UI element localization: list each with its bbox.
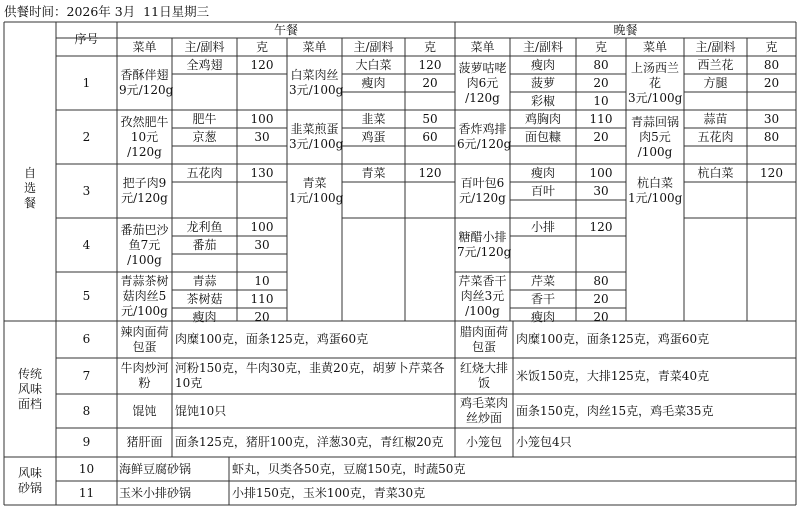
noodle-lunch-desc: 肉糜100克，面条125克，鸡蛋60克 [175,332,369,346]
dish-name: 芹菜香干 肉丝3元 /100g [458,274,507,318]
column-header-dish: 菜单 [470,39,495,54]
ingredient-name: 香干 [530,291,555,306]
row-number: 11 [78,485,95,500]
row-number: 1 [82,75,91,90]
row-number: 4 [82,237,91,252]
ingredient-name: 茶树菇 [186,291,223,306]
ingredient-name: 鸡蛋 [361,129,386,144]
ingredient-name: 方腿 [703,75,728,90]
ingredient-gram: 110 [589,111,613,126]
section-claypot: 风味 砂锅 [17,466,42,495]
ingredient-gram: 20 [763,75,780,90]
ingredient-gram: 20 [593,291,609,306]
noodle-lunch-dish: 猪肝面 [126,435,163,449]
column-header-gram: 克 [765,39,778,54]
column-header-ingredient: 主/副料 [184,39,225,54]
row-number: 7 [82,368,91,383]
ingredient-name: 小排 [530,219,555,234]
column-header-dish: 菜单 [302,39,327,54]
ingredient-gram: 80 [593,57,609,72]
column-header-gram: 克 [594,39,607,54]
row-number: 2 [82,129,91,144]
ingredient-name: 青菜 [361,165,386,180]
ingredient-gram: 20 [593,129,609,144]
ingredient-name: 百叶 [530,183,555,198]
ingredient-name: 芹菜 [530,273,555,288]
dish-name: 番茄巴沙 鱼7元 /100g [120,222,169,267]
claypot-desc: 虾丸，贝类各50克，豆腐150克，时蔬50克 [232,461,466,476]
ingredient-gram: 20 [593,309,609,324]
dish-name: 香酥伴翅 9元/120g [119,68,174,97]
noodle-lunch-desc: 面条125克，猪肝100克，洋葱30克，青红椒20克 [175,435,444,449]
ingredient-name: 肥牛 [192,111,217,126]
dish-name: 糖醋小排 7元/120g [457,230,512,259]
row-number: 10 [78,461,95,476]
noodle-dinner-dish: 腊肉面荷 包蛋 [459,324,508,354]
ingredient-name: 鸡胸肉 [524,111,561,126]
ingredient-gram: 120 [418,57,442,72]
noodle-dinner-dish: 小笼包 [465,435,502,449]
ingredient-gram: 120 [418,165,442,180]
dish-name: 青蒜回锅 肉5元 /100g [630,114,679,159]
dish-name: 杭白菜 1元/100g [628,176,683,205]
dish-name: 青蒜茶树 菇肉丝5 元/100g [120,274,169,318]
row-number: 9 [82,435,91,449]
column-header-ingredient: 主/副料 [695,39,736,54]
ingredient-gram: 60 [422,129,438,144]
ingredient-gram: 100 [250,219,274,234]
ingredient-name: 面包糠 [524,129,561,144]
ingredient-gram: 30 [593,183,609,198]
ingredient-gram: 50 [422,111,438,126]
dish-name: 百叶包6 元/120g [459,176,506,205]
ingredient-name: 彩椒 [530,93,555,108]
dish-name: 菠萝咕咾 肉6元 /120g [458,60,507,105]
ingredient-name: 五花肉 [186,165,223,180]
ingredient-name: 番茄 [192,237,217,252]
ingredient-name: 瘦肉 [530,57,555,72]
noodle-dinner-dish: 红烧大排 饭 [459,361,508,390]
noodle-dinner-desc: 米饭150克，大排125克，青菜40克 [516,368,710,383]
noodle-lunch-dish: 馄饨 [132,403,157,418]
row-number: 3 [82,183,91,198]
column-header-dish: 菜单 [642,39,667,54]
ingredient-gram: 80 [763,129,780,144]
column-header-ingredient: 主/副料 [522,39,564,54]
ingredient-gram: 110 [250,291,274,306]
noodle-dinner-desc: 肉糜100克，面条125克，鸡蛋60克 [516,332,710,346]
ingredient-name: 全鸡翅 [186,57,223,72]
noodle-lunch-desc: 馄饨10只 [175,403,227,418]
claypot-dish: 玉米小排砂锅 [119,485,192,500]
column-header-gram: 克 [255,39,268,54]
row-number: 5 [82,289,91,303]
noodle-dinner-dish: 鸡毛菜肉 丝炒面 [459,396,508,425]
ingredient-name: 京葱 [192,129,217,144]
column-header-gram: 克 [423,39,436,54]
noodle-dinner-desc: 小笼包4只 [516,435,572,449]
noodle-lunch-desc: 河粉150克，牛肉30克，韭黄20克，胡萝卜芹菜各 10克 [175,361,445,390]
dish-name: 香炸鸡排 6元/120g [457,122,512,151]
ingredient-name: 瘦肉 [530,165,555,180]
ingredient-gram: 20 [422,75,438,90]
dinner-header: 晚餐 [613,22,638,37]
noodle-lunch-dish: 辣肉面荷 包蛋 [120,324,169,354]
ingredient-name: 蒜苗 [703,111,728,126]
ingredient-gram: 100 [589,165,613,180]
ingredient-gram: 10 [254,273,270,288]
serving-date: 供餐时间：2026年 3月 11日星期三 [4,4,210,19]
ingredient-gram: 130 [250,165,274,180]
claypot-desc: 小排150克，玉米100克，青菜30克 [232,485,426,500]
lunch-header: 午餐 [273,22,298,37]
dish-name: 把子肉9 元/120g [121,176,168,205]
ingredient-name: 瘦肉 [361,75,386,90]
ingredient-gram: 20 [254,309,270,324]
section-self-service: 自 选 餐 [23,166,36,210]
ingredient-name: 瘦肉 [530,309,555,324]
ingredient-name: 瘦肉 [192,309,217,324]
ingredient-gram: 100 [250,111,274,126]
dish-name: 白菜肉丝 3元/100g [289,68,344,97]
ingredient-gram: 30 [763,111,780,126]
ingredient-name: 青蒜 [192,273,217,288]
dish-name: 韭菜煎蛋 3元/100g [289,122,344,151]
ingredient-gram: 120 [250,57,274,72]
row-number: 6 [82,332,91,346]
ingredient-gram: 120 [760,165,783,180]
ingredient-gram: 10 [593,93,609,108]
ingredient-gram: 30 [254,129,270,144]
column-header-dish: 菜单 [132,39,157,54]
ingredient-gram: 120 [589,219,613,234]
ingredient-name: 韭菜 [361,111,386,126]
ingredient-name: 五花肉 [697,129,734,144]
row-number: 8 [82,403,91,418]
ingredient-gram: 80 [593,273,609,288]
ingredient-gram: 80 [763,57,780,72]
ingredient-name: 菠萝 [530,75,555,90]
dish-name: 上汤西兰 花 3元/100g [628,60,683,105]
ingredient-gram: 30 [254,237,270,252]
seq-header: 序号 [74,31,99,46]
ingredient-name: 西兰花 [697,57,734,72]
ingredient-name: 大白菜 [355,57,392,72]
ingredient-name: 龙利鱼 [186,219,223,234]
noodle-lunch-dish: 牛肉炒河 粉 [120,361,169,390]
noodle-dinner-desc: 面条150克，肉丝15克，鸡毛菜35克 [516,403,714,418]
section-traditional-noodles: 传统 风味 面档 [17,366,42,411]
claypot-dish: 海鲜豆腐砂锅 [119,461,192,476]
dish-name: 青菜 1元/100g [289,176,344,205]
ingredient-name: 杭白菜 [697,165,734,180]
ingredient-gram: 20 [593,75,609,90]
column-header-ingredient: 主/副料 [353,39,394,54]
dish-name: 孜然肥牛 10元 /120g [120,114,169,159]
